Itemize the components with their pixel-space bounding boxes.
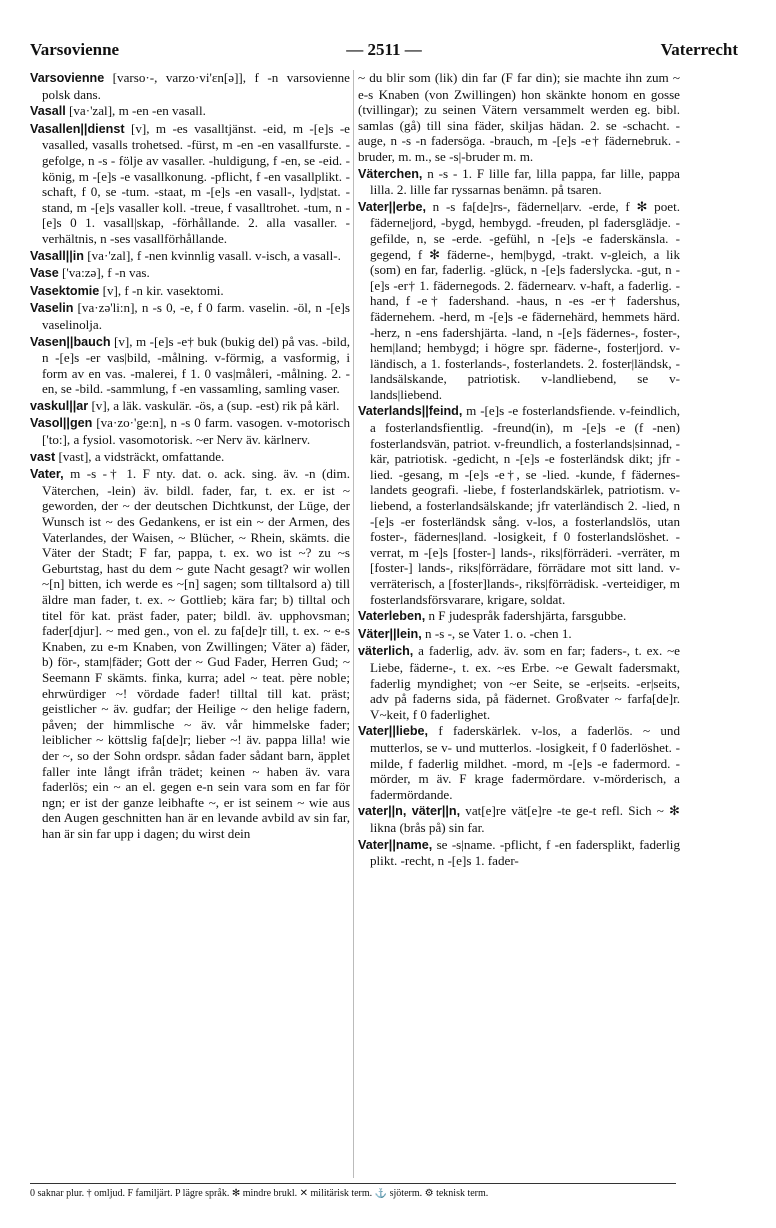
headword: Vasall||in — [30, 248, 84, 263]
dictionary-entry — [358, 199, 680, 403]
headword: Vasen||bauch — [30, 334, 111, 349]
entry-body: n F judespråk fadershjärta, farsgubbe. — [425, 608, 627, 624]
dictionary-entry — [358, 608, 680, 625]
dictionary-entry — [30, 103, 350, 120]
headword: Varsovienne — [30, 71, 105, 85]
entry-body: m -[e]s -e fosterlandsfiende. v-feindlich, a fosterlandsfientlig. -freund(in), m -[e]s -e (f -nen) fosterlandsvän, patriot. v-freundlich, a fosterlands|sinnad, -kär, patriotisk. -gedicht, n -[e]s -e fosterländsk dikt; jfr -lied. -gesang, m -[e]s -e†, se -lied. -kunde, f fäderneslandets geografi. -liebe, f fosterlandskärlek, patriotism. v-liebend, a fosterlandsälskande; jfr vaterländisch 2. -lied, n -[e]s -er fosterländsk sång. v-los, a fosterlandslös, utan foster-, fädernes|land. -losigkeit, f 0 fosterlandslöshet. -verrat, m -[e]s [foster-] lands-, riks|förräderi. -verräter, m [foster-] lands-, riks|förrädare, förrädare mot sitt land. v-verräterisch, a [foster]lands-, riks|förrädisk. -verteidiger, m fosterlandsförsvarare, krigare, soldat. — [370, 403, 680, 607]
dictionary-entry-continuation — [358, 70, 680, 165]
footer-divider — [30, 1183, 676, 1184]
entry-body: [v], m -es vasalltjänst. -eid, m -[e]s -e vasalled, vasalls trohetsed. -fürst, m -en -en vasallfurste. -gefolge, n -s - följe av vasaller. -huldigung, f -en, se -eid. -könig, m -[e]s -e vasallkonung. -pflicht, f -en vasallplikt. -schaft, f 0, se -tum. -staat, m -[e]s -en vasall-, lyd|stat. -stand, m -[e]s vasaller koll. -treue, f vasalltrohet. -tum, n -[e]s 0 1. vasall|skap, -förhållande. 2. alla vasaller. -verhältnis, n -ses vasallförhållande. — [42, 120, 350, 246]
page-header — [30, 40, 738, 66]
entry-body: [varso·-, varzo·vi'ɛn[ə]], f -n varsovienne polsk dans. — [42, 70, 350, 102]
column-divider — [353, 70, 354, 1178]
headword: Vasektomie — [30, 283, 100, 298]
entry-body: m -s -† 1. F nty. dat. o. ack. sing. äv. -n (dim. Väterchen, -lein) äv. bildl. fader, far, t. ex. er ist ~ geworden, der ~ der deutschen Dichtkunst, der Lüge, der Wunsch ist ~ des Gedankens, er ist ein ~ der Armen, des Vaterlandes, der Waisen, ~ Blücher, ~ Rhein, skämts. die Väter der Stadt; F far, pappa, t. ex. wo ist ~? zu ~s Geburtstag, hast du dem ~ gute Nacht gesagt? wir wollen ~[n] bitten, ich werde es ~[n] sagen; som tilltalsord a) till äldre man fader, t. ex. ~ Gottlieb; kära far; b) tilltal och titel för kat. präst fader, pater; bildl. äv. upphovsman; fader[djur]. ~ med gen., von el. zu fa[de]r till, t. ex. ~ e-s Knaben, zu e-m Knaben, von Zwillingen; Väter a) fäder, b) för-, stam|fäder; Gott der ~ Gud Fader, Herren Gud; ~ Seemann F skämts. finka, kurra; adel ~ teat. père noble; ehrwürdiger ~! vördade fader! tilltal till kat. präst; geistlicher ~ äv. gudfar; der Heilige ~ den helige fadern, påven; der himmlische ~ äv. vår himmelske fader; leiblicher ~ köttslig fa[de]r; lieber ~! äv. pappa lilla! wie der ~, so der Sohn ordspr. sådan fader sådant barn, äpplet faller inte långt ifrån trädet; keinen ~ haben äv. vara faderlös; ein ~ an el. gegen e-n sein vara som en far för ngn; er ist der ganze leibhafte ~, er ist seinem ~ wie aus den Augen geschnitten han är en levande avbild av sin far, han är sin far upp i dagen; du wirst dein — [42, 466, 350, 841]
dictionary-entry — [30, 283, 350, 300]
dictionary-entry — [358, 166, 680, 198]
entry-body: [v], m -[e]s -e† buk (bukig del) på vas. -bild, n -[e]s -er vas|bild, -målning. v-förmig, a vasformig, i form av en vas. -malerei, f 1. 0 vas|måleri, -målning. 2. -en, se -bild. -sammlung, f -en vassamling, samling vaser. — [42, 333, 350, 397]
dictionary-entry — [30, 265, 350, 282]
headword: Vaterleben, — [358, 609, 426, 624]
dictionary-entry — [358, 626, 680, 643]
entry-body: [v], a läk. vaskulär. -ös, a (sup. -est) rik på kärl. — [88, 397, 340, 413]
dictionary-entry — [358, 837, 680, 869]
entry-body: se -s|name. -pflicht, f -en fadersplikt, faderlig plikt. -recht, n -[e]s 1. fader- — [370, 836, 680, 869]
page-number: — 2511 — — [346, 40, 422, 59]
dictionary-entry — [30, 398, 350, 415]
header-first-word: Varsovienne — [30, 40, 120, 59]
headword: Vater||liebe, — [358, 724, 429, 739]
dictionary-entry — [358, 403, 680, 607]
headword: Vasol||gen — [30, 416, 93, 431]
dictionary-entry — [30, 449, 350, 466]
headword: Vater||erbe, — [358, 199, 426, 214]
left-column — [30, 70, 350, 1180]
dictionary-entry — [30, 466, 350, 841]
dictionary-entry — [30, 248, 350, 265]
entry-body: [va·'zal], m -en -en vasall. — [65, 103, 206, 119]
entry-body: ~ du blir som (lik) din far (F far din); sie machte ihn zum ~ e-s Knaben (von Zwillingen) hon skänkte honom en gosse (tvillingar); zu seinen Vätern versammelt werden eg. bibl. samlas (gå) till sina fäder, skiljas hädan. 2. se -schacht. -auge, n -s -n fadersöga. -brauch, m -[e]s -e† fädernebruk. -bruder, m. m., se -s|-bruder m. m. — [358, 70, 680, 164]
entry-body: [va·'zal], f -nen kvinnlig vasall. v-isch, a vasall-. — [83, 247, 341, 263]
headword: Vaselin — [30, 301, 74, 316]
headword: vaskul||ar — [30, 398, 89, 413]
headword: Vaterlands||feind, — [358, 404, 463, 419]
headword: Väter||lein, — [358, 626, 422, 641]
entry-body: n -s -, se Vater 1. o. -chen 1. — [421, 625, 572, 641]
headword: Vater||name, — [358, 837, 433, 852]
headword: väterlich, — [358, 644, 414, 659]
headword: Väterchen, — [358, 166, 423, 181]
entry-body: a faderlig, adv. äv. som en far; faders-, t. ex. ~e Liebe, fäderne-, t. ex. ~es Erbe. ~e Gewalt fadersmakt, faderlig myndighet; von ~er Seite, se -er|seits. -er|seits, adv på faderns sida, på fädernet. Großvater ~ farfa[de]r. V~keit, f 0 faderlighet. — [370, 643, 680, 722]
dictionary-entry — [358, 643, 680, 722]
entry-body: [va·zo·'ge:n], n -s 0 farm. vasogen. v-motorisch ['to:], a fysiol. vasomotorisk. ~er Nerv äv. kärlnerv. — [42, 415, 350, 448]
headword: Vasallen||dienst — [30, 121, 125, 136]
header-last-word: Vaterrecht — [660, 40, 738, 59]
headword: Vasall — [30, 104, 66, 119]
dictionary-entry — [30, 121, 350, 247]
dictionary-entry — [30, 415, 350, 447]
entry-body: n -s fa[de]rs-, fädernel|arv. -erde, f ✻ poet. fäderne|jord, -bygd, hembygd. -freuden, pl fadersglädje. -gefilde, n, se -erde. -gefühl, n -[e]s -e faderskänsla. -gegend, f ✻ fäderne-, hem|bygd, -trakt. v-gleich, a lik (som) en far, faderlig. -glück, n -[e]s faderslycka. -gut, n -[e]s -er† 1. fädernegods. 2. fädernearv. v-haft, a faderlig. -hand, f -e† fadershand. -haus, n -es -er† fadershus, fädernehem. -herd, m -[e]s -e fädernehärd, hemmets härd. -herz, n -ens fadershjärta. -land, n -[e]s fädernes-, foster-, hem|land; hembygd; i högre spr. fäderne-, foster|jord. v-ländisch, a 1. fosterlands-, fosterlandets. 2. foster|ländsk, -landsälskande, patriotisk. v-landliebend, se v-lands|liebend. — [370, 198, 680, 402]
headword: vast — [30, 449, 56, 464]
entry-body: n -s - 1. F lille far, lilla pappa, far lille, pappa lilla. 2. lille far ryssarnas benämn. på tsaren. — [370, 165, 680, 198]
entry-body: [va·zə'li:n], n -s 0, -e, f 0 farm. vaselin. -öl, n -[e]s vaselinolja. — [42, 300, 350, 332]
dictionary-entry — [30, 334, 350, 397]
headword: Vase — [30, 266, 59, 281]
dictionary-entry — [30, 70, 350, 102]
dictionary-entry — [30, 300, 350, 332]
dictionary-entry — [358, 723, 680, 802]
dictionary-entry — [358, 803, 680, 835]
entry-body: [vast], a vidsträckt, omfattande. — [55, 448, 225, 464]
abbreviation-legend: 0 saknar plur. † omljud. F familjärt. P lägre språk. ✻ mindre brukl. ✕ militärisk term. ⚓ sjöterm. ⚙ teknisk term. — [30, 1188, 489, 1199]
right-column — [358, 70, 680, 1180]
headword: vater||n, väter||n, — [358, 804, 461, 819]
entry-body: ['va:zə], f -n vas. — [58, 265, 150, 281]
entry-body: [v], f -n kir. vasektomi. — [99, 282, 224, 298]
headword: Vater, — [30, 467, 64, 482]
entry-body: f faderskärlek. v-los, a faderlös. ~ und mutterlos, se v- und mutterlos. -losigkeit, f 0 faderlöshet. -milde, f faderlig mildhet. -mord, m -[e]s -e fadermord. -mörder, m äv. F krage fadermördare. v-mörderisch, a fadermördande. — [370, 723, 680, 802]
entry-body: vat[e]re vät[e]re -te ge-t refl. Sich ~ ✻ likna (brås på) sin far. — [370, 803, 680, 835]
